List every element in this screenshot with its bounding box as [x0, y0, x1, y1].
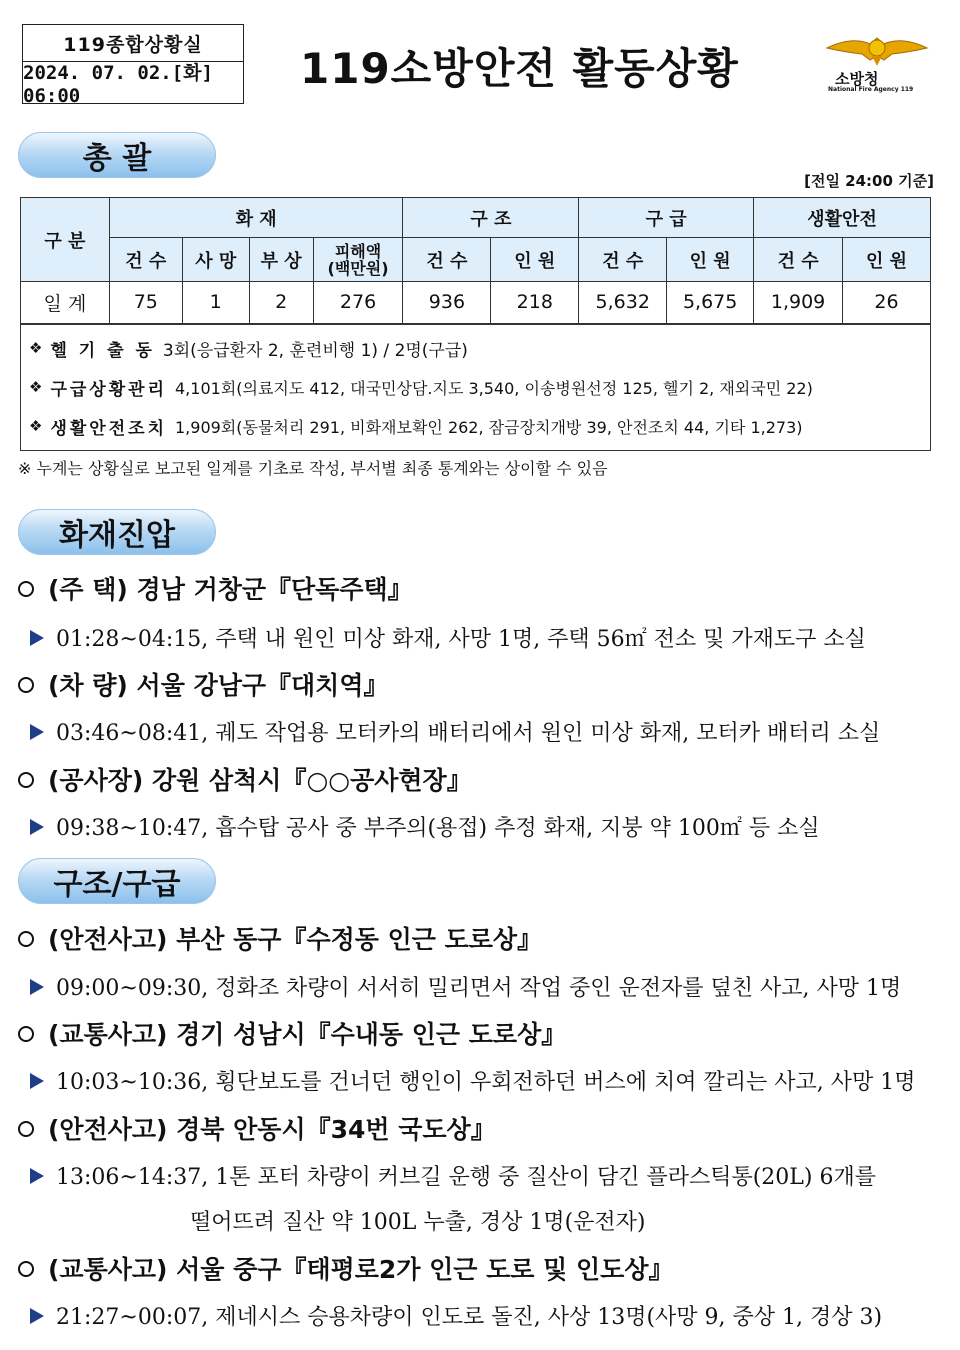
section-title-fire: 화재진압 [18, 509, 216, 555]
circle-bullet-icon [18, 772, 34, 788]
triangle-bullet-icon [30, 979, 44, 995]
summary-notes [21, 324, 931, 451]
diamond-bullet-icon: ❖ [29, 417, 43, 435]
rescue-item-detail: 13:06~14:37, 1톤 포터 차량이 커브길 운행 중 질산이 담긴 플라스틱통(20L) 6개를 [30, 1160, 876, 1191]
table-cell: 2 [249, 282, 313, 324]
circle-bullet-icon [18, 931, 34, 947]
subheader: 건 수 [109, 238, 182, 282]
group-header-ems: 구 급 [579, 198, 754, 238]
note-label: 구급상황관리 [50, 379, 167, 400]
circle-bullet-icon [18, 1261, 34, 1277]
rescue-item-heading: (안전사고) 경북 안동시『34번 국도상』 [18, 1110, 496, 1146]
rescue-item-heading: (교통사고) 서울 중구『태평로2가 인근 도로 및 인도상』 [18, 1250, 673, 1286]
triangle-bullet-icon [30, 819, 44, 835]
note-text: 4,101회(의료지도 412, 대국민상담.지도 3,540, 이송병원선정 125, 헬기 2, 재외국민 22) [175, 378, 813, 398]
note-ems-management [29, 368, 922, 407]
rescue-item-heading: (교통사고) 경기 성남시『수내동 인근 도로상』 [18, 1015, 566, 1051]
fire-item-detail: 01:28~04:15, 주택 내 원인 미상 화재, 사망 1명, 주택 56㎡ 전소 및 가재도구 소실 [30, 622, 866, 653]
office-name: 119종합상황실 [23, 25, 243, 62]
table-cell: 5,632 [579, 282, 667, 324]
fire-item-heading: (공사장) 강원 삼척시『○○공사현장』 [18, 761, 472, 797]
circle-bullet-icon [18, 1121, 34, 1137]
row-label: 일 계 [21, 282, 110, 324]
table-cell: 1 [182, 282, 249, 324]
subheader: 인 원 [843, 238, 931, 282]
table-cell: 75 [109, 282, 182, 324]
diamond-bullet-icon: ❖ [29, 339, 43, 357]
note-text: 1,909회(동물처리 291, 비화재보확인 262, 잠금장치개방 39, 안전조치 44, 기타 1,273) [175, 417, 803, 437]
table-cell: 1,909 [754, 282, 843, 324]
note-label: 생활안전조치 [50, 418, 167, 439]
subheader: 사 망 [182, 238, 249, 282]
subheader: 인 원 [667, 238, 754, 282]
fire-item-heading: (주 택) 경남 거창군『단독주택』 [18, 570, 413, 606]
diamond-bullet-icon: ❖ [29, 378, 43, 396]
table-cell: 276 [313, 282, 403, 324]
table-cell: 218 [491, 282, 579, 324]
basis-time: [전일 24:00 기준] [804, 172, 934, 190]
circle-bullet-icon [18, 581, 34, 597]
circle-bullet-icon [18, 1026, 34, 1042]
rescue-item-detail: 21:27~00:07, 제네시스 승용차량이 인도로 돌진, 사상 13명(사망 9, 중상 1, 경상 3) [30, 1300, 882, 1331]
footnote: ※ 누계는 상황실로 보고된 일계를 기초로 작성, 부서별 최종 통계와는 상이할 수 있음 [18, 459, 608, 478]
section-title-summary: 총 괄 [18, 132, 216, 178]
rescue-item-heading: (안전사고) 부산 동구『수정동 인근 도로상』 [18, 920, 542, 956]
circle-bullet-icon [18, 677, 34, 693]
subheader: 건 수 [403, 238, 491, 282]
report-header-box [22, 24, 244, 107]
triangle-bullet-icon [30, 724, 44, 740]
subheader: 건 수 [579, 238, 667, 282]
note-safety-actions [29, 407, 922, 446]
rescue-item-detail-continued: 떨어뜨려 질산 약 100L 누출, 경상 1명(운전자) [190, 1210, 646, 1235]
subheader: 부 상 [249, 238, 313, 282]
rescue-item-detail: 09:00~09:30, 정화조 차량이 서서히 밀리면서 작업 중인 운전자를 덮친 사고, 사망 1명 [30, 971, 901, 1002]
table-row [21, 282, 931, 324]
page-title: 119소방안전 활동상황 [300, 44, 739, 93]
fire-item-heading: (차 량) 서울 강남구『대치역』 [18, 666, 388, 702]
triangle-bullet-icon [30, 1168, 44, 1184]
report-datetime: 2024. 07. 02.[화] 06:00 [23, 61, 213, 107]
subheader: 건 수 [754, 238, 843, 282]
col-group-label: 구 분 [21, 198, 110, 282]
logo-text: 소방청 [835, 70, 879, 88]
triangle-bullet-icon [30, 1308, 44, 1324]
triangle-bullet-icon [30, 630, 44, 646]
section-title-rescue: 구조/구급 [18, 858, 216, 904]
rescue-item-detail: 10:03~10:36, 횡단보도를 건너던 행인이 우회전하던 버스에 치여 깔리는 사고, 사망 1명 [30, 1065, 915, 1096]
note-label: 헬 기 출 동 [50, 340, 155, 361]
table-cell: 5,675 [667, 282, 754, 324]
note-text: 3회(응급환자 2, 훈련비행 1) / 2명(구급) [162, 340, 468, 361]
fire-item-detail: 03:46~08:41, 궤도 작업용 모터카의 배터리에서 원인 미상 화재, 모터카 배터리 소실 [30, 716, 880, 747]
group-header-safety: 생활안전 [754, 198, 931, 238]
subheader: 인 원 [491, 238, 579, 282]
summary-table [20, 197, 931, 451]
subheader: 피해액 (백만원) [313, 238, 403, 282]
note-helicopter [29, 329, 922, 368]
table-cell: 936 [403, 282, 491, 324]
group-header-rescue: 구 조 [403, 198, 579, 238]
triangle-bullet-icon [30, 1073, 44, 1089]
table-cell: 26 [843, 282, 931, 324]
group-header-fire: 화 재 [109, 198, 403, 238]
logo-subtext: National Fire Agency 119 [828, 86, 914, 93]
fire-item-detail: 09:38~10:47, 흡수탑 공사 중 부주의(용접) 추정 화재, 지붕 약 100㎡ 등 소실 [30, 811, 820, 842]
